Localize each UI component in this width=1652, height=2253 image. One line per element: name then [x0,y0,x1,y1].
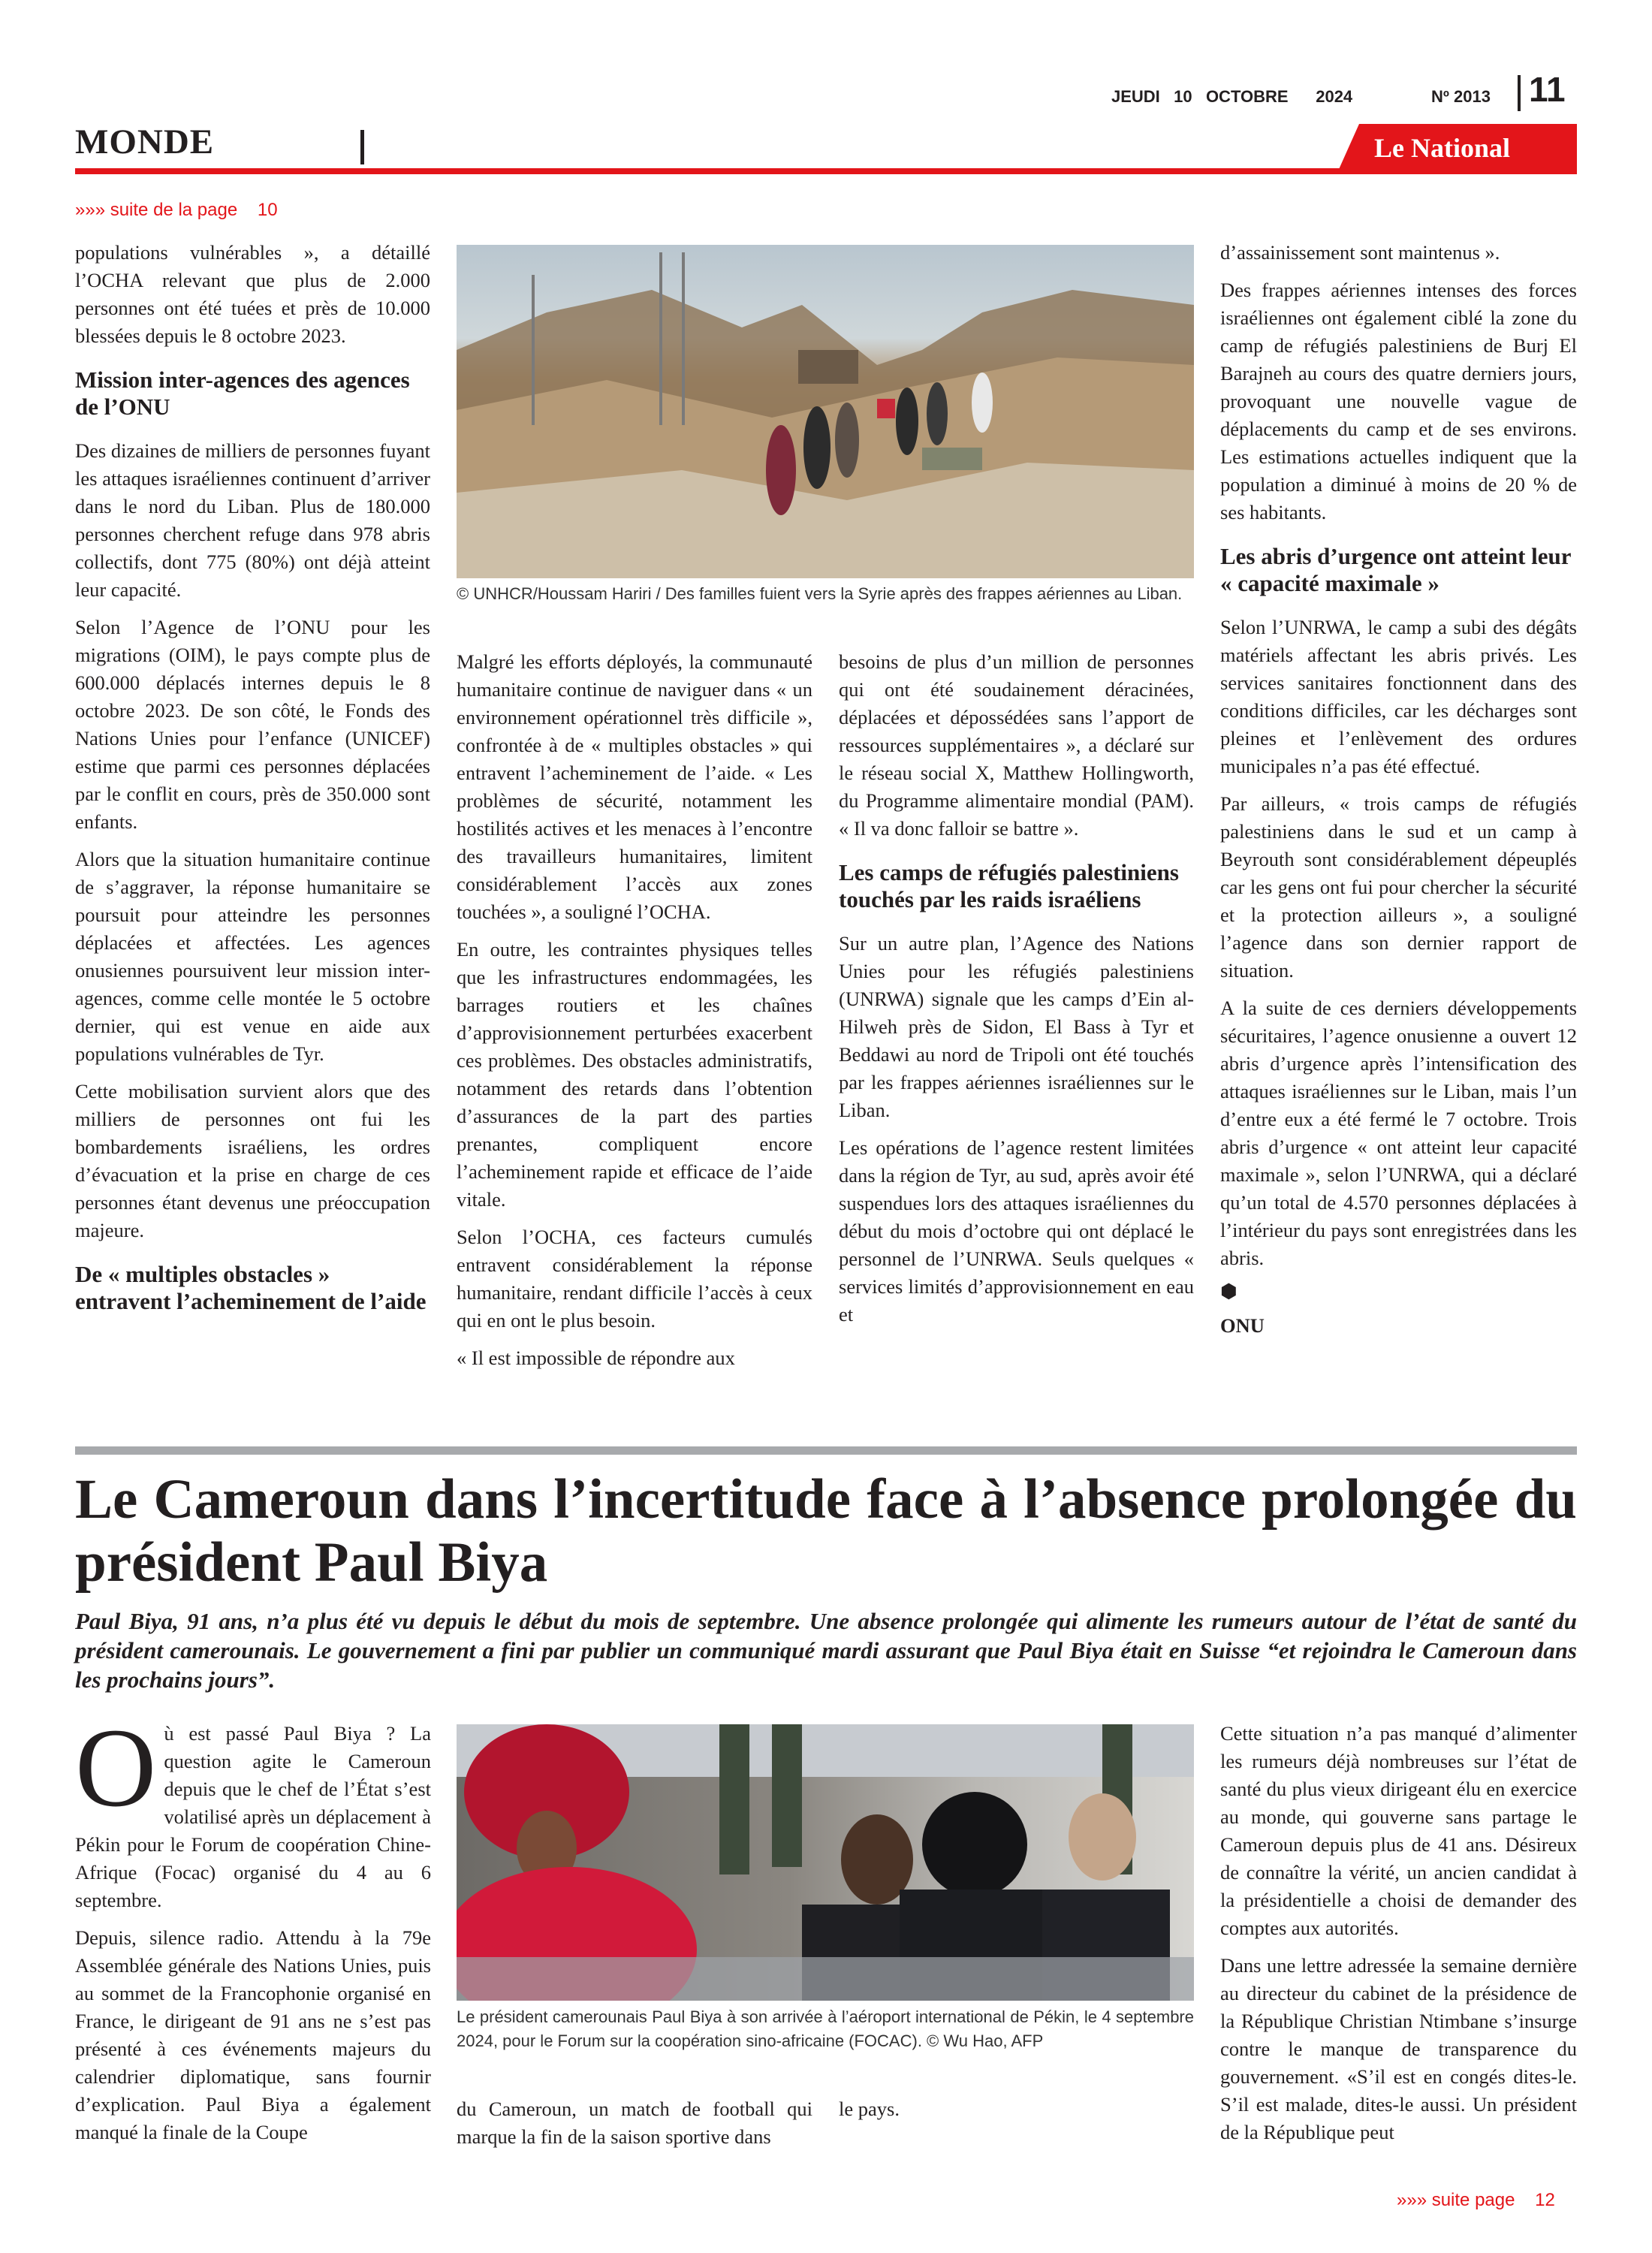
paragraph: Alors que la situation humanitaire continue de s’aggraver, la réponse humanitaire se poursuit pour atteindre les personnes déplacées et affectées. Les agences onusiennes poursuivent leur mission inter-agences, comme celle montée le 5 octobre dernier, qui est venue en aide aux populations vulnérables de Tyr. [75,848,430,1065]
paragraph: Dans une lettre adressée la semaine dernière au directeur du cabinet de la présidence de la République Christian Ntimbane s’insurge contre le manque de transparence du gouvernement. «S’il est en congés dites-le. S’il est malade, dites-le aussi. Un président de la République peut [1220,1954,1577,2143]
subheading: De « multiples obstacles » entravent l’acheminement de l’aide [75,1261,427,1314]
paragraph: Selon l’Agence de l’ONU pour les migrations (OIM), le pays compte plus de 600.000 déplacés internes depuis le 8 octobre 2023. De son côté, le Fonds des Nations Unies pour l’enfance (UNICEF) estime que parmi ces personnes déplacées par le conflit en cours, près de 350.000 sont enfants. [75,616,430,833]
paragraph: Depuis, silence radio. Attendu à la 79e Assemblée générale des Nations Unies, puis au sommet de la Francophonie organisé en France, le dirigeant de 91 ans ne s’est pas présenté à ces événements majeurs du calendrier diplomatique, sans fournir d’explication. Paul Biya a également manqué la finale de la Coupe [75,1926,431,2143]
biya-photo-caption: Le président camerounais Paul Biya à son arrivée à l’aéroport international de Pékin, le 4 septembre 2024, pour le Forum sur la coopération sino-africaine (FOCAC). © Wu Hao, AFP [457,2007,1194,2050]
article2-lede: Paul Biya, 91 ans, n’a plus été vu depuis le début du mois de septembre. Une absence prolongée qui alimente les rumeurs autour de l’état de santé du président camerounais. Le gouvernement a fini par publier un communiqué mardi assurant que Paul Biya était en Suisse “et rejoindra le Cameroun dans les prochains jours”. [75,1608,1577,1693]
article2-column-2 [457,2095,812,2161]
drop-cap: O [75,1706,157,1830]
paragraph: du Cameroun, un match de football qui marque la fin de la saison sportive dans [457,2098,812,2148]
paragraph: Selon l’UNRWA, le camp a subi des dégâts matériels affectant les abris privés. Les services sanitaires fonctionnent dans des conditions difficiles, car les décharges sont pleines et l’enlèvement des ordures municipales n’a pas été effectué. [1220,616,1577,777]
paragraph: besoins de plus d’un million de personnes qui ont été soudainement déracinées, déplacées et dépossédées sans l’apport de ressources supplémentaires », a déclaré sur le réseau social X, Matthew Hollingworth, du Programme alimentaire mondial (PAM). « Il va donc falloir se battre ». [839,650,1194,840]
article2-column-4 [1220,1720,1577,2156]
article2-column-1 [75,1706,431,2156]
paragraph: populations vulnérables », a détaillé l’OCHA relevant que plus de 2.000 personnes ont été tuées et près de 10.000 blessées depuis le 8 octobre 2023. [75,241,430,347]
refugees-photo-caption: © UNHCR/Houssam Hariri / Des familles fuient vers la Syrie après des frappes aériennes au Liban. [457,584,1183,603]
article-source: ONU [1220,1314,1265,1337]
paragraph: d’assainissement sont maintenus ». [1220,241,1500,264]
paragraph: Selon l’OCHA, ces facteurs cumulés entravent considérablement la réponse humanitaire, rendant difficile l’accès à ceux qui en ont le plus besoin. [457,1226,812,1332]
paragraph: Cette mobilisation survient alors que des milliers de personnes ont fui les bombardements israéliens, les ordres d’évacuation et la prise en charge de ces personnes étant devenus une préoccupation majeure. [75,1080,430,1241]
paragraph: « Il est impossible de répondre aux [457,1347,735,1369]
subheading: Les abris d’urgence ont atteint leur « capacité maximale » [1220,543,1571,596]
paragraph: A la suite de ces derniers développements sécuritaires, l’agence onusienne a ouvert 12 abris d’urgence après l’intensification des attaques israéliennes sur le Liban, mais l’un d’entre eux a été fermé le 7 octobre. Trois abris d’urgence « ont atteint leur capacité maximale », selon l’UNRWA, qui a déclaré qu’un total de 4.570 personnes déplacées à l’intérieur du pays sont enregistrées dans les abris. [1220,997,1577,1269]
article1-column-1 [75,239,430,1332]
paragraph: Cette situation n’a pas manqué d’alimenter les rumeurs déjà nombreuses sur l’état de santé du plus vieux dirigeant élu en exercice au monde, qui gouverne sans partage le Cameroun depuis plus de 41 ans. Désireux de connaître la vérité, un ancien candidat à la présidentielle a choisi de demander des comptes aux autorités. [1220,1722,1577,1939]
paragraph [75,1706,431,1914]
page-number: 11 [1529,70,1566,109]
article1-column-3 [839,648,1194,1338]
header-divider [1518,75,1521,111]
paragraph: Des frappes aériennes intenses des forces israéliennes ont également ciblé la zone du camp de réfugiés palestiniens de Burj El Barajneh au cours des quatre derniers jours, provoquant une nouvelle vague de déplacements du camp et de ses environs. Les estimations actuelles indiquent que la population a diminué à moins de 20 % de ses habitants. [1220,279,1577,523]
header-issue: Nº 2013 [1431,87,1491,106]
refugees-photo [457,245,1194,578]
article2-column-3 [839,2095,1194,2133]
continued-from-link[interactable]: »»» suite de la page 10 [75,200,278,220]
biya-arrival-photo-scene [457,1724,1194,2001]
article1-column-4 [1220,239,1577,1340]
header-date: JEUDI 10 OCTOBRE 2024 [1111,87,1353,106]
refugees-photo-scene [457,245,1194,578]
article2-headline: Le Cameroun dans l’incertitude face à l’absence prolongée du président Paul Biya [75,1468,1577,1594]
subheading: Mission inter-agences des agences de l’ONU [75,366,410,420]
section-title: MONDE [75,122,215,161]
continued-on-link[interactable]: »»» suite page 12 [1397,2190,1555,2210]
paragraph: Des dizaines de milliers de personnes fuyant les attaques israéliennes continuent d’arriver dans le nord du Liban. Plus de 180.000 personnes cherchent refuge dans 978 abris collectifs, dont 775 (80%) ont déjà atteint leur capacité. [75,439,430,601]
paragraph: Les opérations de l’agence restent limitées dans la région de Tyr, au sud, après avoir été suspendues lors des attaques israéliennes du début du mois d’octobre qui ont déplacé le personnel de l’UNRWA. Seuls quelques « services limités d’approvisionnement en eau et [839,1136,1194,1326]
paragraph: En outre, les contraintes physiques telles que les infrastructures endommagées, les barrages routiers et les chaînes d’approvisionnement perturbées exacerbent ces problèmes. Des obstacles administratifs, notamment des retards dans l’obtention d’assurances de la part des parties prenantes, compliquent encore l’acheminement rapide et efficace de l’aide vitale. [457,938,812,1211]
brand-name: Le National [1374,133,1511,163]
paragraph: Malgré les efforts déployés, la communauté humanitaire continue de naviguer dans « un environnement opérationnel très difficile », confrontée à de « multiples obstacles » qui entravent l’acheminement de l’aide. « Les problèmes de sécurité, notamment les hostilités actives et les menaces à l’encontre des travailleurs humanitaires, limitent considérablement l’accès aux zones touchées », a souligné l’OCHA. [457,650,812,923]
paragraph: le pays. [839,2098,900,2120]
paragraph-text: ù est passé Paul Biya ? La question agite le Cameroun depuis que le chef de l’État s’est volatilisé après un déplacement à Pékin pour le Forum de coopération Chine-Afrique (Focac) organisé du 4 au 6 septembre. [75,1722,431,1911]
article1-column-2 [457,648,812,1382]
article-separator [75,1446,1577,1455]
subheading: Les camps de réfugiés palestiniens touchés par les raids israéliens [839,859,1179,912]
section-marker [360,130,364,164]
paragraph: Par ailleurs, « trois camps de réfugiés palestiniens dans le sud et un camp à Beyrouth sont considérablement dépeuplés car les gens ont fui pour chercher la sécurité et la protection ailleurs », a souligné l’agence dans son dernier rapport de situation. [1220,792,1577,982]
biya-arrival-photo [457,1724,1194,2001]
paragraph: Sur un autre plan, l’Agence des Nations Unies pour les réfugiés palestiniens (UNRWA) signale que les camps d’Ein al-Hilweh près de Sidon, El Bass à Tyr et Beddawi au nord de Tripoli ont été touchés par les frappes aériennes israéliennes sur le Liban. [839,932,1194,1121]
end-mark-icon: ⬢ [1220,1280,1237,1302]
